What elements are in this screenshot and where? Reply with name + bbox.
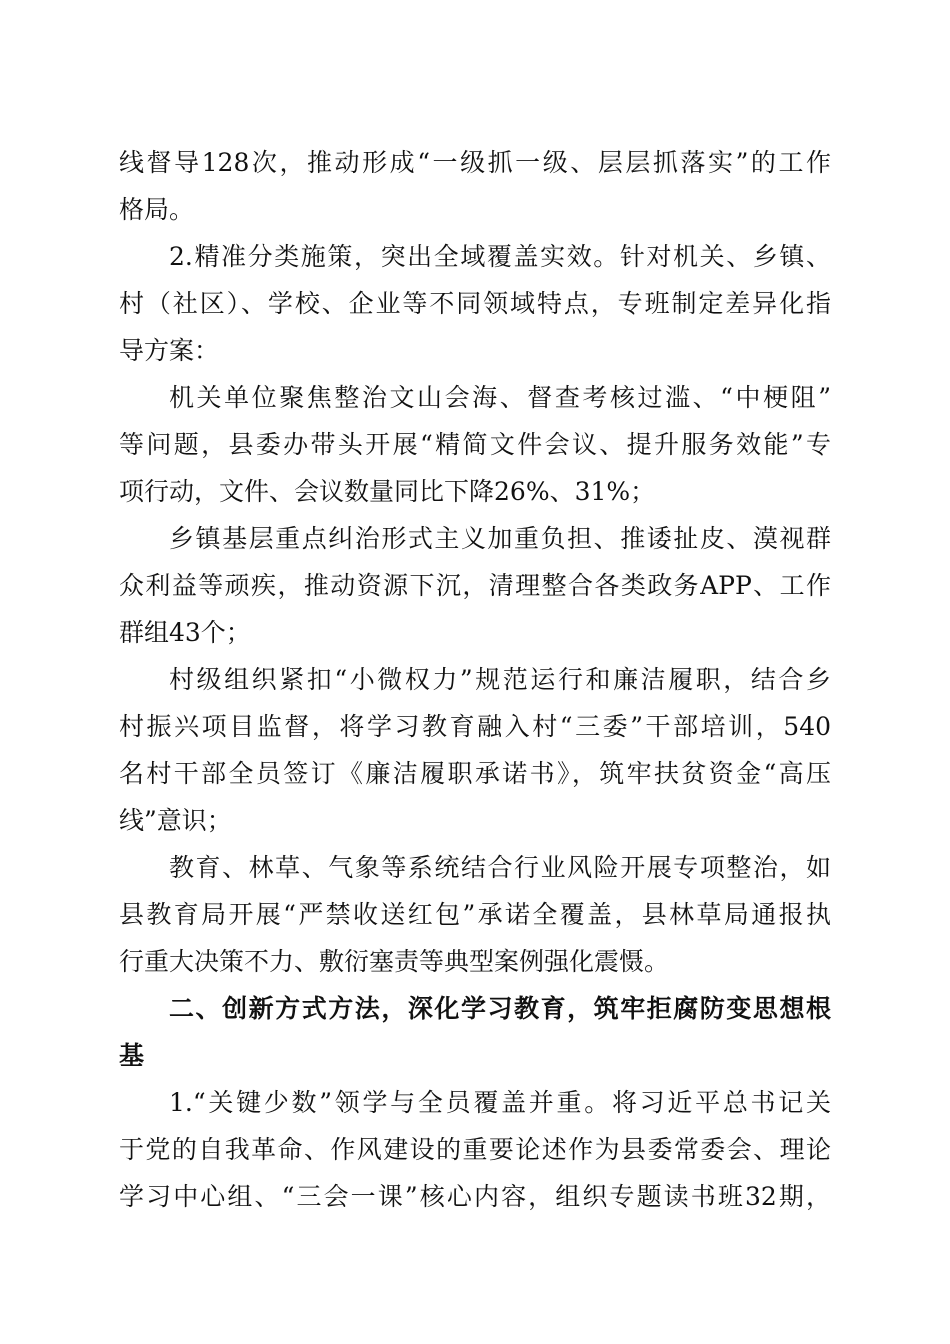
text-line: 导方案： <box>119 336 220 365</box>
text-line: 学习中心组、“三会一课”核心内容，组织专题读书班32期， <box>119 1182 831 1211</box>
text-line: 项行动，文件、会议数量同比下降26%、31%； <box>119 477 656 506</box>
paragraph-start: 2.精准分类施策，突出全域覆盖实效。针对机关、乡镇、 <box>169 242 831 271</box>
paragraph-start: 教育、林草、气象等系统结合行业风险开展专项整治，如 <box>169 853 831 882</box>
text-line: 线”意识； <box>119 806 232 835</box>
paragraph-start: 机关单位聚焦整治文山会海、督查考核过滥、“中梗阻” <box>169 383 831 412</box>
text-line: 格局。 <box>119 195 195 224</box>
paragraph-start: 1.“关键少数”领学与全员覆盖并重。将习近平总书记关 <box>169 1088 831 1117</box>
text-line: 等问题，县委办带头开展“精简文件会议、提升服务效能”专 <box>119 430 831 459</box>
text-line: 线督导128次，推动形成“一级抓一级、层层抓落实”的工作 <box>119 148 831 177</box>
paragraph-start: 乡镇基层重点纠治形式主义加重负担、推诿扯皮、漠视群 <box>169 524 831 553</box>
section-heading: 二、创新方式方法，深化学习教育，筑牢拒腐防变思想根 <box>169 994 831 1023</box>
text-line: 村（社区）、学校、企业等不同领域特点，专班制定差异化指 <box>119 289 831 318</box>
text-line: 群组43个； <box>119 618 251 647</box>
text-line: 县教育局开展“严禁收送红包”承诺全覆盖，县林草局通报执 <box>119 900 831 929</box>
text-line: 村振兴项目监督，将学习教育融入村“三委”干部培训，540 <box>119 712 831 741</box>
text-line: 众利益等顽疾，推动资源下沉，清理整合各类政务APP、工作 <box>119 571 831 600</box>
section-heading-continued: 基 <box>119 1041 145 1070</box>
paragraph-start: 村级组织紧扣“小微权力”规范运行和廉洁履职，结合乡 <box>169 665 831 694</box>
text-line: 行重大决策不力、敷衍塞责等典型案例强化震慑。 <box>119 947 670 976</box>
text-line: 名村干部全员签订《廉洁履职承诺书》，筑牢扶贫资金“高压 <box>119 759 831 788</box>
text-line: 于党的自我革命、作风建设的重要论述作为县委常委会、理论 <box>119 1135 831 1164</box>
